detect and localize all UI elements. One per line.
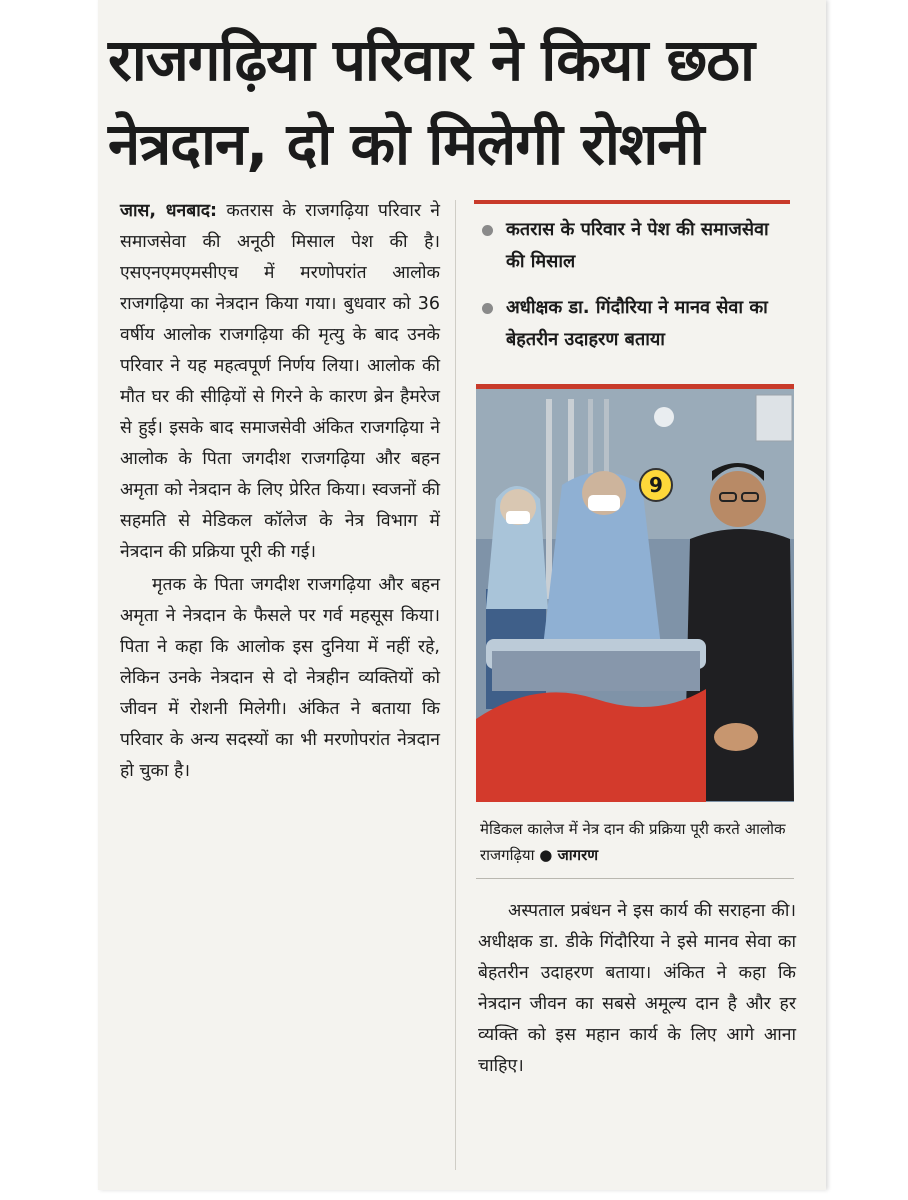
- man-hands: [714, 723, 758, 751]
- paragraph-2: मृतक के पिता जगदीश राजगढ़िया और बहन अमृता ने नेत्रदान के फैसले पर गर्व महसूस किया। पिता ने कहा कि आलोक इस दुनिया में नहीं रहे, लेकिन उनके नेत्रदान से दो नेत्रहीन व्यक्तियों को जीवन में रोशनी मिलेगी। अंकित ने बताया कि परिवार के अन्य सदस्यों का भी मरणोपरांत नेत्रदान हो चुका है।: [120, 575, 440, 781]
- caption-divider: [476, 878, 794, 879]
- bed-frame: [492, 651, 700, 691]
- bullet-icon: [482, 225, 493, 236]
- ceiling-lamp: [654, 407, 674, 427]
- column-divider: [455, 200, 456, 1170]
- photo-caption: [480, 816, 792, 868]
- headline-line-2: नेत्रदान, दो को मिलेगी रोशनी: [108, 110, 704, 178]
- headline-line-1: राजगढ़िया परिवार ने किया छठा: [108, 26, 755, 94]
- highlight-text: अधीक्षक डा. गिंदौरिया ने मानव सेवा का बेहतरीन उदाहरण बताया: [506, 297, 768, 350]
- paragraph-1-text: कतरास के राजगढ़िया परिवार ने समाजसेवा की अनूठी मिसाल पेश की है। एसएनएमएमसीएच में मरणोपरांत आलोक राजगढ़िया का नेत्रदान किया गया। बुधवार को 36 वर्षीय आलोक राजगढ़िया की मृत्यु के बाद उनके परिवार ने यह महत्वपूर्ण निर्णय लिया। आलोक की मौत घर की सीढ़ियों से गिरने के कारण ब्रेन हैमरेज से हुई। इसके बाद समाजसेवी अंकित राजगढ़िया ने आलोक के पिता जगदीश राजगढ़िया और बहन अमृता को नेत्रदान के लिए प्रेरित किया। स्वजनों की सहमति से मेडिकल कॉलेज के नेत्र विभाग में नेत्रदान की प्रक्रिया पूरी की गई।: [120, 201, 440, 562]
- highlights-box: [476, 214, 792, 370]
- article-headline: [108, 18, 808, 186]
- right-column: [478, 896, 796, 1082]
- paragraph-1: [120, 196, 440, 568]
- highlight-item: [476, 214, 792, 278]
- caption-text: मेडिकल कालेज में नेत्र दान की प्रक्रिया पूरी करते आलोक राजगढ़िया: [480, 820, 786, 864]
- paragraph-3: अस्पताल प्रबंधन ने इस कार्य की सराहना की। अधीक्षक डा. डीके गिंदौरिया ने इसे मानव सेवा का बेहतरीन उदाहरण बताया। अंकित ने कहा कि नेत्रदान जीवन का सबसे अमूल्य दान है और हर व्यक्ति को इस महान कार्य के लिए आगे आना चाहिए।: [478, 901, 796, 1076]
- photo-credit: ● जागरण: [539, 846, 599, 864]
- bed-number: 9: [649, 473, 663, 497]
- news-photo: [476, 384, 794, 807]
- hospital-room-illustration: [476, 389, 794, 802]
- wall-pipe: [546, 399, 552, 599]
- highlight-text: कतरास के परिवार ने पेश की समाजसेवा की मिसाल: [506, 219, 769, 272]
- face-mask: [506, 511, 530, 524]
- face-mask: [588, 495, 620, 511]
- highlights-top-rule: [474, 200, 790, 204]
- left-column: [120, 196, 440, 787]
- bullet-icon: [482, 303, 493, 314]
- dateline: जास, धनबाद:: [120, 201, 218, 221]
- red-blanket: [476, 689, 706, 802]
- highlight-item: [476, 292, 792, 356]
- wall-ac-unit: [756, 395, 792, 441]
